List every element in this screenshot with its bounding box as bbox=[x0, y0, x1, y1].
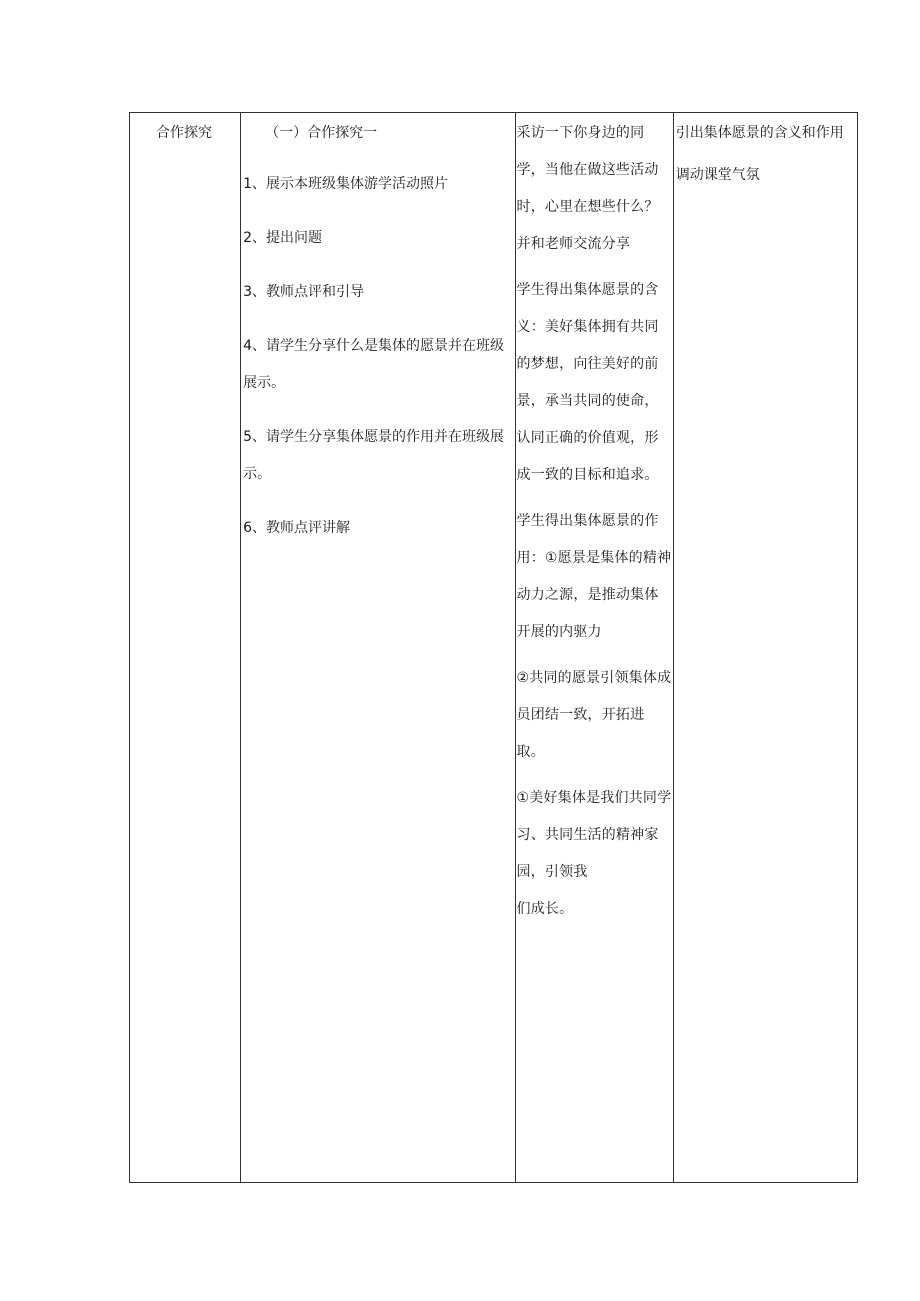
student-activities-cell bbox=[515, 113, 673, 1183]
list-item: 5、请学生分享集体愿景的作用并在班级展示。 bbox=[243, 429, 505, 482]
stage-label: 合作探究 bbox=[156, 125, 212, 141]
student-paragraph: ①美好集体是我们共同学习、共同生活的精神家园，引领我 bbox=[516, 790, 672, 880]
student-paragraph: 采访一下你身边的同学，当他在做这些活动时，心里在想些什么？并和老师交流分享 bbox=[516, 125, 659, 252]
teacher-activities-cell bbox=[241, 113, 515, 1183]
student-paragraph: 学生得出集体愿景的作用：①愿景是集体的精神动力之源，是推动集体开展的内驱力 bbox=[516, 513, 672, 640]
purpose-paragraph: 调动课堂气氛 bbox=[675, 167, 760, 183]
student-paragraph: 学生得出集体愿景的含义：美好集体拥有共同的梦想，向往美好的前景，承当共同的使命，认同正确的价值观，形成一致的目标和追求。 bbox=[516, 282, 659, 483]
section-heading: （一）合作探究一 bbox=[265, 125, 378, 141]
table-row bbox=[130, 113, 858, 1183]
student-paragraph: 们成长。 bbox=[516, 901, 574, 917]
stage-cell bbox=[130, 113, 241, 1183]
list-item: 2、提出问题 bbox=[243, 230, 323, 246]
lesson-plan-table bbox=[129, 112, 858, 1183]
purpose-paragraph: 引出集体愿景的含义和作用 bbox=[675, 125, 844, 141]
list-item: 6、教师点评讲解 bbox=[243, 520, 351, 536]
list-item: 4、请学生分享什么是集体的愿景并在班级展示。 bbox=[243, 338, 505, 391]
student-paragraph: ②共同的愿景引领集体成员团结一致，开拓进取。 bbox=[516, 670, 672, 760]
list-item: 1、展示本班级集体游学活动照片 bbox=[243, 176, 449, 192]
design-purpose-cell bbox=[673, 113, 857, 1183]
list-item: 3、教师点评和引导 bbox=[243, 284, 365, 300]
